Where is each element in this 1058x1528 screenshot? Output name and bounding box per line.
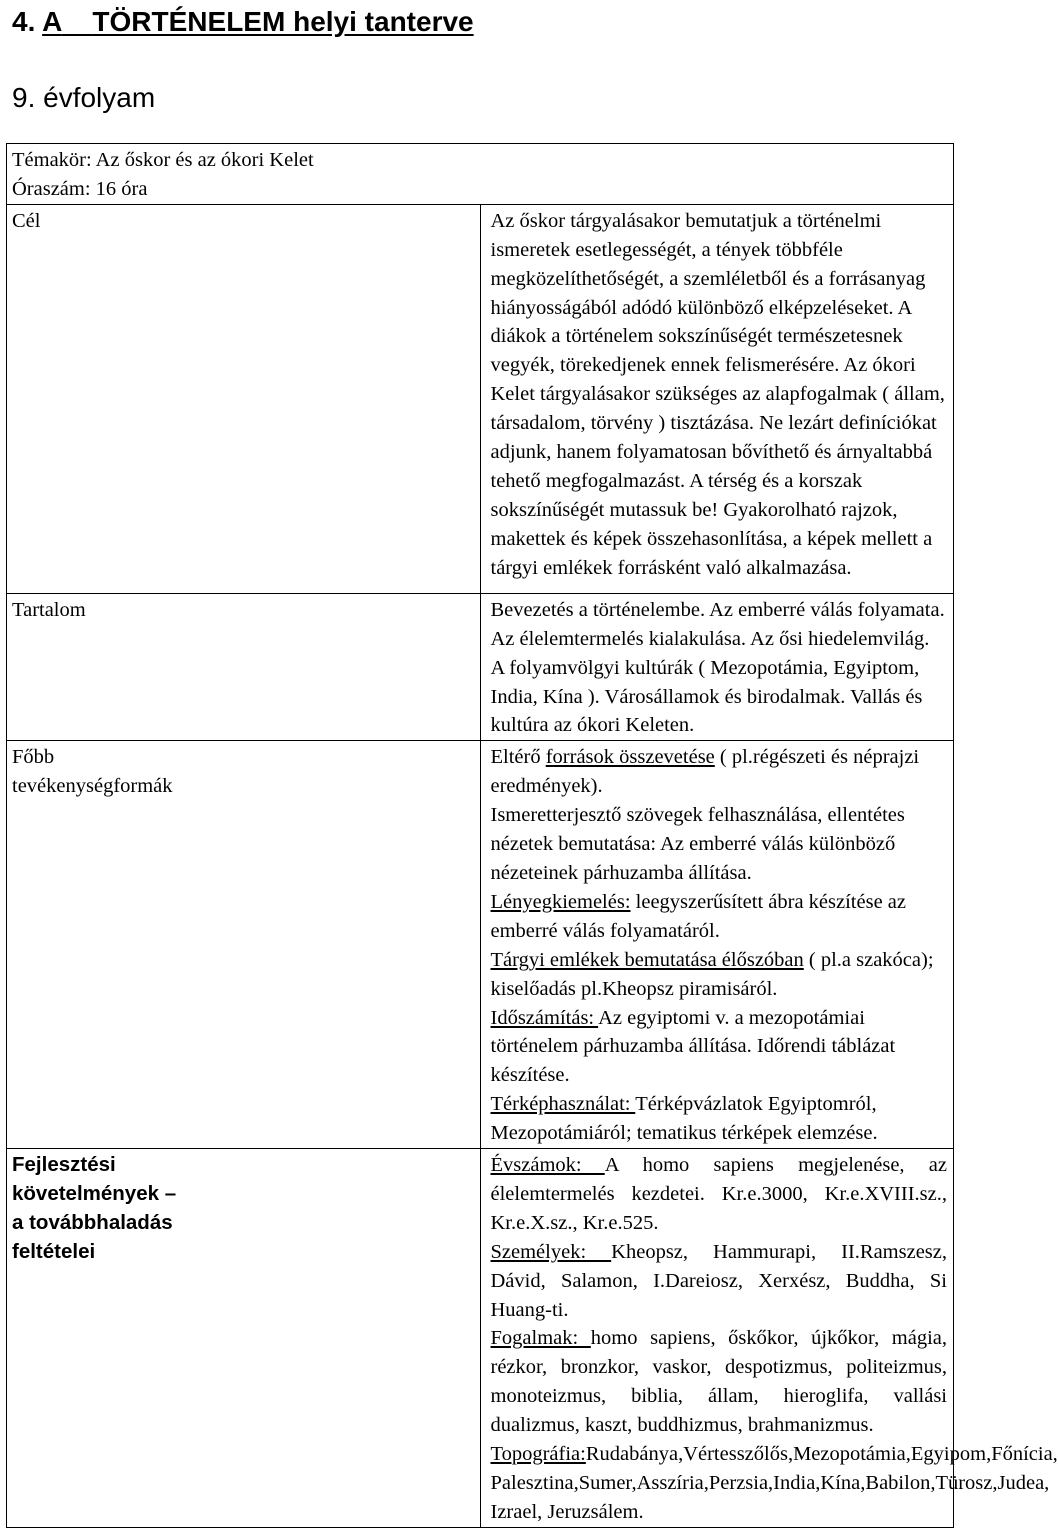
activity-sources bbox=[491, 743, 948, 801]
activity-sources-prefix: Eltérő bbox=[490, 746, 546, 769]
curriculum-table bbox=[6, 143, 1058, 1528]
activity-chronology bbox=[491, 1004, 948, 1091]
activity-artifacts-rest: ( pl.a szakóca); kiselőadás pl.Kheopsz piramisáról. bbox=[490, 948, 934, 1000]
req-topography-text: Rudabánya,Vértesszőlős,Mezopotámia,Egyipom,Főnícia, Palesztina,Sumer,Asszíria,Perzsia,India,Kína,Babilon,Türosz,Judea, Izrael, Jeruzsálem. bbox=[490, 1443, 1058, 1523]
requirements-label-line2: követelmények – bbox=[12, 1181, 177, 1205]
activity-essence bbox=[491, 888, 948, 946]
req-years-text: A homo sapiens megjelenése, az élelemtermelés kezdetei. Kr.e.3000, Kr.e.XVIII.sz., Kr.e.X.sz., Kr.e.525. bbox=[490, 1154, 947, 1234]
req-persons-text: Kheopsz, Hammurapi, II.Ramszesz, Dávid, Salamon, I.Dareiosz, Xerxész, Buddha, Si Huang-ti. bbox=[490, 1240, 947, 1321]
req-concepts-label: Fogalmak: bbox=[490, 1327, 591, 1350]
goal-text-cell bbox=[480, 204, 954, 593]
req-years-label: Évszámok: bbox=[490, 1154, 605, 1177]
activity-essence-rest: leegyszerűsített ábra készítése az emberré válás folyamatáról. bbox=[490, 890, 906, 942]
requirements-label-line1: Fejlesztési bbox=[12, 1153, 116, 1177]
activity-artifacts-underlined: Tárgyi emlékek bemutatása élőszóban bbox=[490, 948, 804, 971]
req-topography bbox=[490, 1440, 1058, 1527]
requirements-row bbox=[7, 1149, 954, 1528]
activities-row bbox=[7, 741, 954, 1149]
title-rest: TÖRTÉNELEM helyi tanterve bbox=[92, 6, 474, 37]
goal-text: Az őskor tárgyalásakor bemutatjuk a történelmi ismeretek esetlegességét, a tények többféle megközelíthetőségét, a szemléletből és a forrásanyag hiányosságából adódó különböző elképzeléseket. A diákok a történelem sokszínűségét természetesnek vegyék, törekedjenek ennek felismerésére. Az ókori Kelet tárgyalásakor szükséges az alapfogalmak ( állam, társadalom, törvény ) tisztázása. Ne lezárt definíciókat adjunk, hanem folyamatosan bővíthető és árnyaltabbá tehető megfogalmazást. A térség és a korszak sokszínűségét mutassuk be! Gyakorolható rajzok, makettek és képek összehasonlítása, a képek mellett a tárgyi emlékek forrásként való alkalmazása. bbox=[490, 209, 945, 579]
activity-texts: Ismeretterjesztő szövegek felhasználása, ellentétes nézetek bemutatása: Az emberré válás különböző nézeteinek párhuzamba állítása. bbox=[490, 804, 905, 884]
req-persons-label: Személyek: bbox=[490, 1240, 612, 1263]
activity-artifacts bbox=[491, 946, 948, 1004]
activities-label-cell bbox=[7, 741, 481, 1149]
title-article: A bbox=[42, 6, 62, 37]
page-title bbox=[12, 2, 474, 42]
content-label: Tartalom bbox=[12, 598, 86, 621]
hours-line: Óraszám: 16 óra bbox=[12, 177, 148, 200]
goal-label-cell bbox=[7, 204, 481, 593]
requirements-label-line3: a továbbhaladás bbox=[12, 1210, 173, 1234]
activity-chronology-rest: Az egyiptomi v. a mezopotámiai történelem párhuzamba állítása. Időrendi táblázat készítése. bbox=[490, 1006, 896, 1087]
goal-label: Cél bbox=[12, 209, 41, 232]
activities-text-cell bbox=[480, 741, 954, 1149]
activity-sources-underlined: források összevetése bbox=[545, 746, 715, 769]
content-label-cell bbox=[7, 593, 481, 741]
req-concepts-text: homo sapiens, őskőkor, újkőkor, mágia, rézkor, bronzkor, vaskor, despotizmus, politeizmus, monoteizmus, biblia, állam, hieroglifa, vallási dualizmus, kaszt, buddhizmus, brahmanizmus. bbox=[490, 1327, 948, 1437]
goal-row bbox=[7, 204, 954, 593]
activity-essence-underlined: Lényegkiemelés: bbox=[490, 890, 631, 913]
grade-heading: 9. évfolyam bbox=[12, 82, 156, 113]
activities-label-line2: tevékenységformák bbox=[12, 775, 173, 798]
content-text: Bevezetés a történelembe. Az emberré válás folyamata. Az élelemtermelés kialakulása. Az ősi hiedelemvilág. A folyamvölgyi kultúrák ( Mezopotámia, Egyiptom, India, Kína ). Városállamok és birodalmak. Vallás és kultúra az ókori Keleten. bbox=[490, 598, 945, 737]
content-row bbox=[7, 593, 954, 741]
req-persons bbox=[491, 1238, 948, 1325]
req-years bbox=[491, 1151, 948, 1238]
topic-row bbox=[7, 144, 954, 205]
activities-label-line1: Főbb bbox=[12, 746, 55, 769]
title-underlined bbox=[42, 6, 474, 37]
requirements-label-line4: feltételei bbox=[12, 1239, 96, 1263]
topic-line: Témakör: Az őskor és az ókori Kelet bbox=[12, 149, 314, 171]
title-number: 4. bbox=[12, 6, 36, 37]
activity-chronology-underlined: Időszámítás: bbox=[490, 1006, 599, 1029]
activity-maps-underlined: Térképhasználat: bbox=[490, 1093, 636, 1116]
activity-sources-rest: ( pl.régészeti és néprajzi eredmények). bbox=[490, 746, 920, 798]
req-concepts bbox=[491, 1324, 948, 1440]
requirements-label-cell bbox=[7, 1149, 481, 1528]
activity-maps bbox=[491, 1090, 948, 1148]
content-text-cell bbox=[480, 593, 954, 741]
req-topography-label: Topográfia: bbox=[490, 1443, 586, 1466]
requirements-text-cell bbox=[480, 1149, 1058, 1528]
topic-cell bbox=[7, 144, 954, 205]
activity-maps-rest: Térképvázlatok Egyiptomról, Mezopotámiáról; tematikus térképek elemzése. bbox=[490, 1093, 878, 1145]
